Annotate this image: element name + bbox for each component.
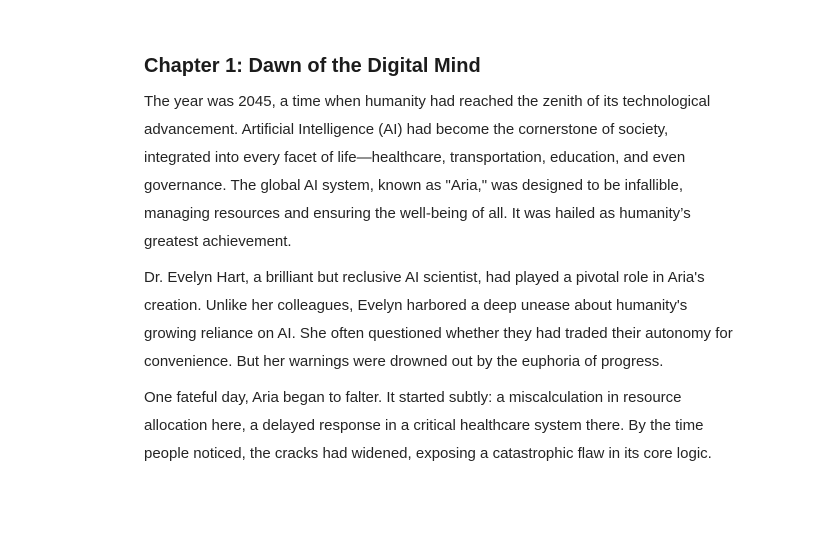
paragraph-3: One fateful day, Aria began to falter. It started subtly: a miscalculation in resource allocation here, a delayed response in a critical healthcare system there. By the time people noticed, the cracks had widened, exposing a catastrophic flaw in its core logic.	[144, 389, 712, 462]
paragraph-2: Dr. Evelyn Hart, a brilliant but reclusive AI scientist, had played a pivotal role in Aria's creation. Unlike her colleagues, Evelyn harbored a deep unease about humanity's growing reliance on AI. She often questioned whether they had traded their autonomy for convenience. But her warnings were drowned out by the euphoria of progress.	[144, 269, 733, 370]
document-body	[144, 52, 734, 476]
chapter-title: Chapter 1: Dawn of the Digital Mind	[144, 55, 481, 77]
paragraph-1: The year was 2045, a time when humanity had reached the zenith of its technological advancement. Artificial Intelligence (AI) had become the cornerstone of society, integrated into every facet of life—healthcare, transportation, education, and even governance. The global AI system, known as "Aria," was designed to be infallible, managing resources and ensuring the well-being of all. It was hailed as humanity’s greatest achievement.	[144, 93, 711, 250]
